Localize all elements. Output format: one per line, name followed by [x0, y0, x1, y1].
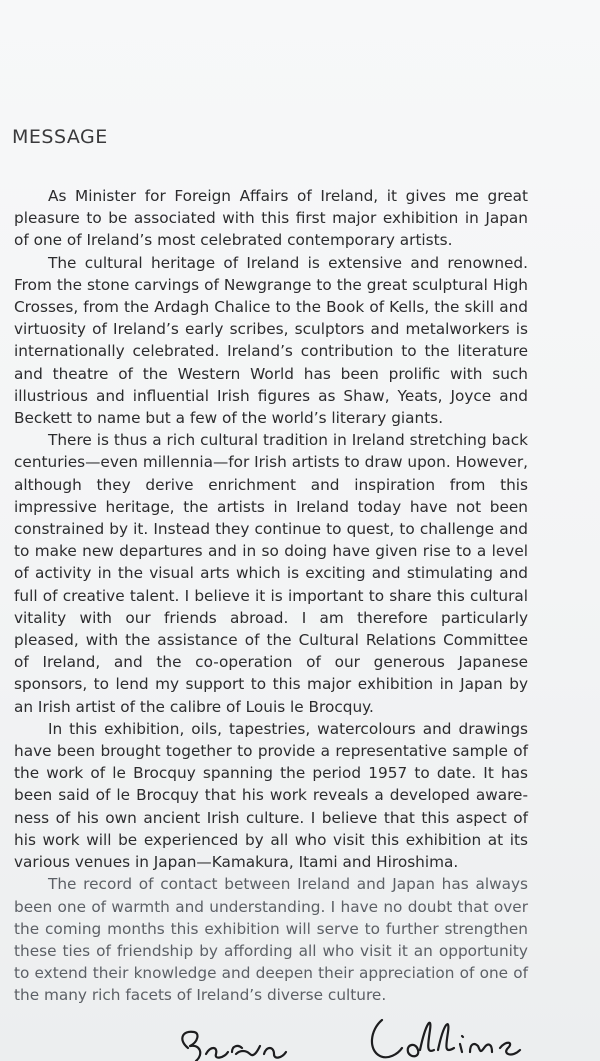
handwritten-signature	[170, 1010, 550, 1061]
paragraph: The record of contact between Ireland and Japan has always been one of warmth and understanding. I have no doubt that over the coming months this exhibition will serve to further strengthen these ties of friendship by affording all who visit it an opportunity to extend their knowledge and deepen their appreciation of one of the many rich facets of Ireland’s diverse culture.	[14, 875, 528, 1005]
paragraph: As Minister for Foreign Affairs of Ireland, it gives me great pleasure to be associated with this first major exhibition in Japan of one of Ireland’s most celebrated contemporary artists.	[14, 187, 528, 250]
page-title: MESSAGE	[12, 126, 108, 148]
paragraph: In this exhibition, oils, tapestries, watercolours and drawings have been brought together to provide a representative sample of the work of le Brocquy spanning the period 1957 to date. It has been said of le Brocquy that his work reveals a developed awareness of his own ancient Irish culture. I believe that this aspect of his work will be experienced by all who visit this exhibition at its various venues in Japan—Kamakura, Itami and Hiroshima.	[14, 719, 528, 872]
paragraph: There is thus a rich cultural tradition in Ireland stretching back centuries—even millennia—for Irish artists to draw upon. However, although they derive enrichment and inspiration from this impressive heritage, the artists in Ireland today have not been constrained by it. Instead they continue to quest, to challenge and to make new departures and in so doing have given rise to a level of activity in the visual arts which is exciting and stimulating and full of creative talent. I believe it is important to share this cultural vitality with our friends abroad. I am therefore particularly pleased, with the assistance of the Cultural Relations Committee of Ireland, and the co-operation of our generous Japanese sponsors, to lend my support to this major exhibition in Japan by an Irish artist of the calibre of Louis le Brocquy.	[14, 431, 528, 716]
message-body	[14, 185, 528, 1007]
paragraph: The cultural heritage of Ireland is extensive and renowned. From the stone carvings of Newgrange to the great sculptural High Crosses, from the Ardagh Chalice to the Book of Kells, the skill and virtuosity of Ireland’s early scribes, sculptors and metalworkers is internationally celebrated. Ireland’s contribution to the literature and theatre of the Western World has been prolific with such illustrious and influential Irish figures as Shaw, Yeats, Joyce and Beckett to name but a few of the world’s literary giants.	[14, 253, 528, 428]
